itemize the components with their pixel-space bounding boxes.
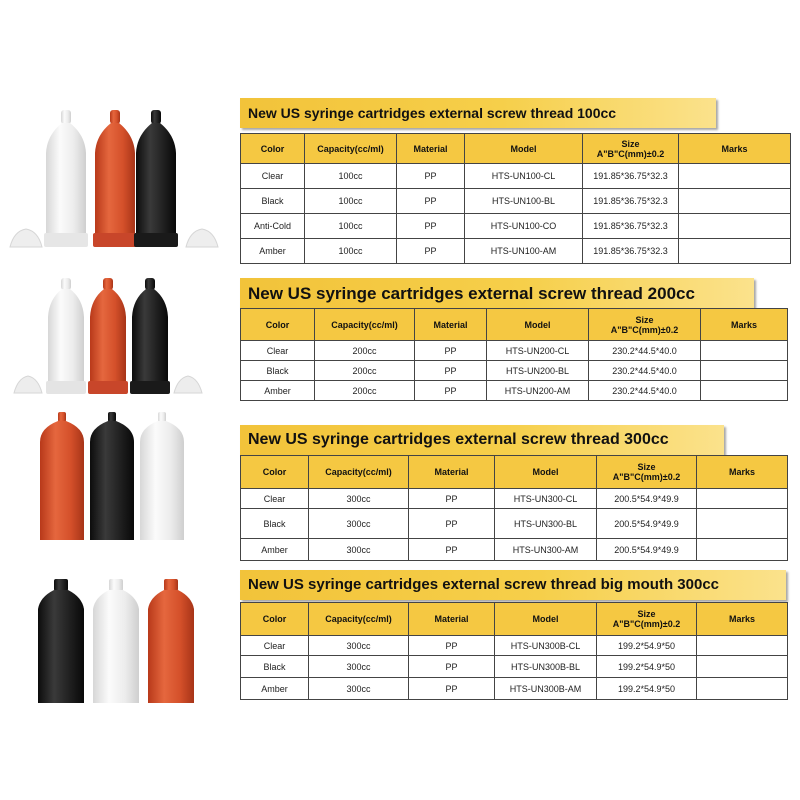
section-title-300cc: New US syringe cartridges external screw thread 300cc (240, 425, 724, 455)
header-size-units: A"B"C(mm)±0.2 (612, 472, 681, 482)
cell-color: Clear (241, 341, 315, 361)
cell-color: Clear (241, 164, 305, 189)
cell-marks (697, 539, 788, 561)
section-title-200cc: New US syringe cartridges external screw thread 200cc (240, 278, 754, 310)
cell-color: Black (241, 361, 315, 381)
black-cartridge (134, 110, 178, 247)
cell-capacity: 300cc (309, 656, 409, 678)
cell-color: Clear (241, 636, 309, 656)
cell-material: PP (409, 539, 495, 561)
table-row (241, 164, 791, 189)
spec-table-300cc (240, 455, 788, 561)
table-header-row (241, 134, 791, 164)
table-row (241, 361, 788, 381)
cell-capacity: 200cc (315, 341, 415, 361)
cell-marks (679, 189, 791, 214)
header-material: Material (397, 134, 465, 164)
section-title-100cc: New US syringe cartridges external screw thread 100cc (240, 98, 716, 128)
cell-size: 200.5*54.9*49.9 (597, 489, 697, 509)
header-model: Model (465, 134, 583, 164)
cell-material: PP (409, 636, 495, 656)
header-size (583, 134, 679, 164)
table-row (241, 381, 788, 401)
table-row (241, 489, 788, 509)
cell-color: Black (241, 656, 309, 678)
cell-marks (701, 361, 788, 381)
spec-table-200cc (240, 308, 788, 401)
cell-marks (697, 489, 788, 509)
cell-model: HTS-UN300-BL (495, 509, 597, 539)
header-size-label: Size (621, 138, 640, 149)
cell-color: Amber (241, 381, 315, 401)
cell-size: 230.2*44.5*40.0 (589, 341, 701, 361)
right-cap (174, 376, 202, 393)
cell-size: 199.2*54.9*50 (597, 636, 697, 656)
cell-size: 191.85*36.75*32.3 (583, 239, 679, 264)
cell-size: 200.5*54.9*49.9 (597, 509, 697, 539)
cell-capacity: 300cc (309, 509, 409, 539)
cell-material: PP (415, 341, 487, 361)
cell-material: PP (397, 164, 465, 189)
header-capacity: Capacity(cc/ml) (309, 456, 409, 489)
cell-size: 200.5*54.9*49.9 (597, 539, 697, 561)
header-capacity: Capacity(cc/ml) (305, 134, 397, 164)
cartridges-200cc-photo (0, 275, 225, 405)
cell-material: PP (409, 656, 495, 678)
cell-capacity: 300cc (309, 678, 409, 700)
cell-color: Clear (241, 489, 309, 509)
cell-model: HTS-UN100-CO (465, 214, 583, 239)
clear-cartridge (140, 412, 184, 540)
cell-marks (697, 656, 788, 678)
cell-size: 199.2*54.9*50 (597, 656, 697, 678)
right-cap (186, 229, 218, 247)
table-row (241, 636, 788, 656)
cell-size: 230.2*44.5*40.0 (589, 381, 701, 401)
cell-marks (679, 239, 791, 264)
table-row (241, 341, 788, 361)
cell-capacity: 300cc (309, 489, 409, 509)
cell-size: 230.2*44.5*40.0 (589, 361, 701, 381)
cell-size: 191.85*36.75*32.3 (583, 214, 679, 239)
cell-marks (697, 509, 788, 539)
header-size-label: Size (635, 314, 654, 325)
header-capacity: Capacity(cc/ml) (309, 603, 409, 636)
header-size-units: A"B"C(mm)±0.2 (612, 619, 681, 629)
cell-size: 191.85*36.75*32.3 (583, 189, 679, 214)
table-row (241, 539, 788, 561)
cell-capacity: 300cc (309, 636, 409, 656)
table-row (241, 509, 788, 539)
header-marks: Marks (679, 134, 791, 164)
table-header-row (241, 309, 788, 341)
cell-marks (701, 381, 788, 401)
cell-material: PP (415, 361, 487, 381)
cell-color: Black (241, 189, 305, 214)
table-row (241, 214, 791, 239)
cell-model: HTS-UN300-CL (495, 489, 597, 509)
cell-capacity: 200cc (315, 361, 415, 381)
cell-model: HTS-UN100-AM (465, 239, 583, 264)
cell-capacity: 300cc (309, 539, 409, 561)
cell-marks (697, 678, 788, 700)
cell-model: HTS-UN200-BL (487, 361, 589, 381)
table-row (241, 678, 788, 700)
cell-material: PP (397, 189, 465, 214)
cell-material: PP (409, 509, 495, 539)
header-marks: Marks (697, 456, 788, 489)
cell-model: HTS-UN300B-CL (495, 636, 597, 656)
cell-model: HTS-UN100-CL (465, 164, 583, 189)
cell-material: PP (415, 381, 487, 401)
black-cartridge (38, 579, 84, 703)
cell-capacity: 100cc (305, 164, 397, 189)
header-size (589, 309, 701, 341)
header-color: Color (241, 134, 305, 164)
table-row (241, 656, 788, 678)
section-title-big-mouth-300cc: New US syringe cartridges external screw thread big mouth 300cc (240, 570, 786, 600)
left-cap (10, 229, 42, 247)
cell-marks (701, 341, 788, 361)
cell-color: Amber (241, 539, 309, 561)
cell-color: Amber (241, 239, 305, 264)
header-size-label: Size (637, 609, 656, 619)
header-model: Model (495, 456, 597, 489)
cell-size: 191.85*36.75*32.3 (583, 164, 679, 189)
header-model: Model (487, 309, 589, 341)
cell-material: PP (397, 214, 465, 239)
cartridges-100cc-photo (0, 105, 225, 265)
header-size (597, 456, 697, 489)
table-header-row (241, 456, 788, 489)
header-size-units: A"B"C(mm)±0.2 (596, 148, 665, 159)
cell-capacity: 100cc (305, 189, 397, 214)
header-color: Color (241, 456, 309, 489)
cell-color: Anti-Cold (241, 214, 305, 239)
spec-table-100cc (240, 133, 791, 264)
clear-cartridge (46, 278, 86, 394)
header-color: Color (241, 603, 309, 636)
cell-material: PP (409, 489, 495, 509)
cell-size: 199.2*54.9*50 (597, 678, 697, 700)
header-marks: Marks (701, 309, 788, 341)
header-material: Material (415, 309, 487, 341)
orange-cartridge (88, 278, 128, 394)
header-marks: Marks (697, 603, 788, 636)
cartridges-300cc-photo (0, 408, 225, 548)
table-row (241, 189, 791, 214)
cell-capacity: 100cc (305, 214, 397, 239)
clear-cartridge (44, 110, 88, 247)
cell-capacity: 200cc (315, 381, 415, 401)
header-size-units: A"B"C(mm)±0.2 (610, 324, 679, 335)
cell-model: HTS-UN300B-AM (495, 678, 597, 700)
cell-model: HTS-UN300-AM (495, 539, 597, 561)
cell-marks (697, 636, 788, 656)
header-color: Color (241, 309, 315, 341)
cell-marks (679, 164, 791, 189)
orange-cartridge (93, 110, 137, 247)
header-size (597, 603, 697, 636)
cell-material: PP (409, 678, 495, 700)
orange-cartridge (148, 579, 194, 703)
cartridges-big-mouth-300cc-photo (0, 575, 225, 710)
cell-marks (679, 214, 791, 239)
left-cap (14, 376, 42, 393)
table-header-row (241, 603, 788, 636)
cell-capacity: 100cc (305, 239, 397, 264)
cell-model: HTS-UN100-BL (465, 189, 583, 214)
cell-color: Black (241, 509, 309, 539)
spec-table-big-mouth-300cc (240, 602, 788, 700)
black-cartridge (130, 278, 170, 394)
header-size-label: Size (637, 462, 656, 472)
table-row (241, 239, 791, 264)
cell-model: HTS-UN200-CL (487, 341, 589, 361)
orange-cartridge (40, 412, 84, 540)
header-capacity: Capacity(cc/ml) (315, 309, 415, 341)
header-material: Material (409, 456, 495, 489)
cell-material: PP (397, 239, 465, 264)
header-model: Model (495, 603, 597, 636)
header-material: Material (409, 603, 495, 636)
cell-color: Amber (241, 678, 309, 700)
cell-model: HTS-UN200-AM (487, 381, 589, 401)
cell-model: HTS-UN300B-BL (495, 656, 597, 678)
clear-cartridge (93, 579, 139, 703)
black-cartridge (90, 412, 134, 540)
